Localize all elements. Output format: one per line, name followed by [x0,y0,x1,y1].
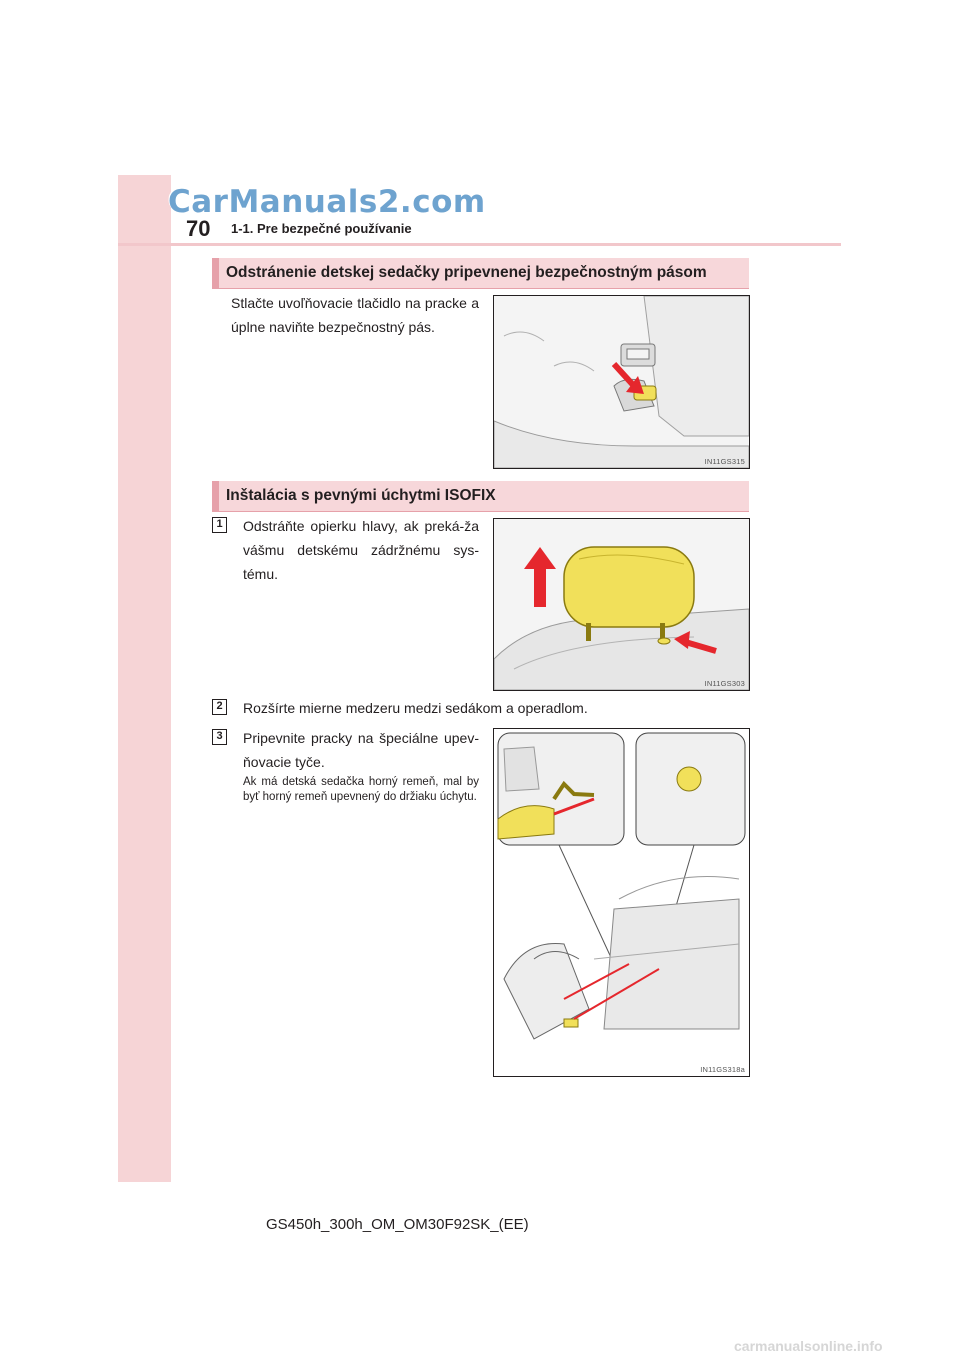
watermark-logo: CarManuals2.com [168,184,486,220]
figure-code: IN11GS303 [704,679,745,688]
isofix-illustration [494,729,749,1076]
step-2-text: Rozšírte mierne medzeru medzi sedákom a operadlom. [243,700,588,716]
step-1-text: Odstráňte opierku hlavy, ak preká-ža vášmu detskému zádržnému sys-tému. [243,518,479,582]
step-3-note: Ak má detská sedačka horný remeň, mal by byť horný remeň upevnený do držiaku úchytu. [243,776,479,803]
page-side-tab [118,175,171,1182]
figure-code: IN11GS315 [704,457,745,466]
step-number-1: 1 [212,517,227,533]
buckle-illustration [494,296,749,468]
section-header: 1-1. Pre bezpečné používanie [231,221,412,236]
step-3-text: Pripevnite pracky na špeciálne upev-ňovacie tyče. [243,730,479,770]
figure-isofix-install [493,728,750,1077]
step-number-3: 3 [212,729,227,745]
figure-headrest-removal [493,518,750,691]
title-underline [212,511,749,512]
figure-code: IN11GS318a [700,1065,745,1074]
corner-watermark: carmanualsonline.info [734,1338,883,1354]
title-underline [212,288,749,289]
section-title-removal: Odstránenie detskej sedačky pripevnenej bezpečnostným pásom [212,258,749,288]
section-title-isofix: Inštalácia s pevnými úchytmi ISOFIX [212,481,749,511]
step-number-2: 2 [212,699,227,715]
page-number: 70 [186,216,211,241]
headrest-illustration [494,519,749,690]
removal-instruction: Stlačte uvoľňovacie tlačidlo na pracke a úplne naviňte bezpečnostný pás. [231,295,479,335]
header-rule [118,243,841,246]
figure-buckle-release [493,295,750,469]
document-code: GS450h_300h_OM_OM30F92SK_(EE) [266,1216,529,1233]
